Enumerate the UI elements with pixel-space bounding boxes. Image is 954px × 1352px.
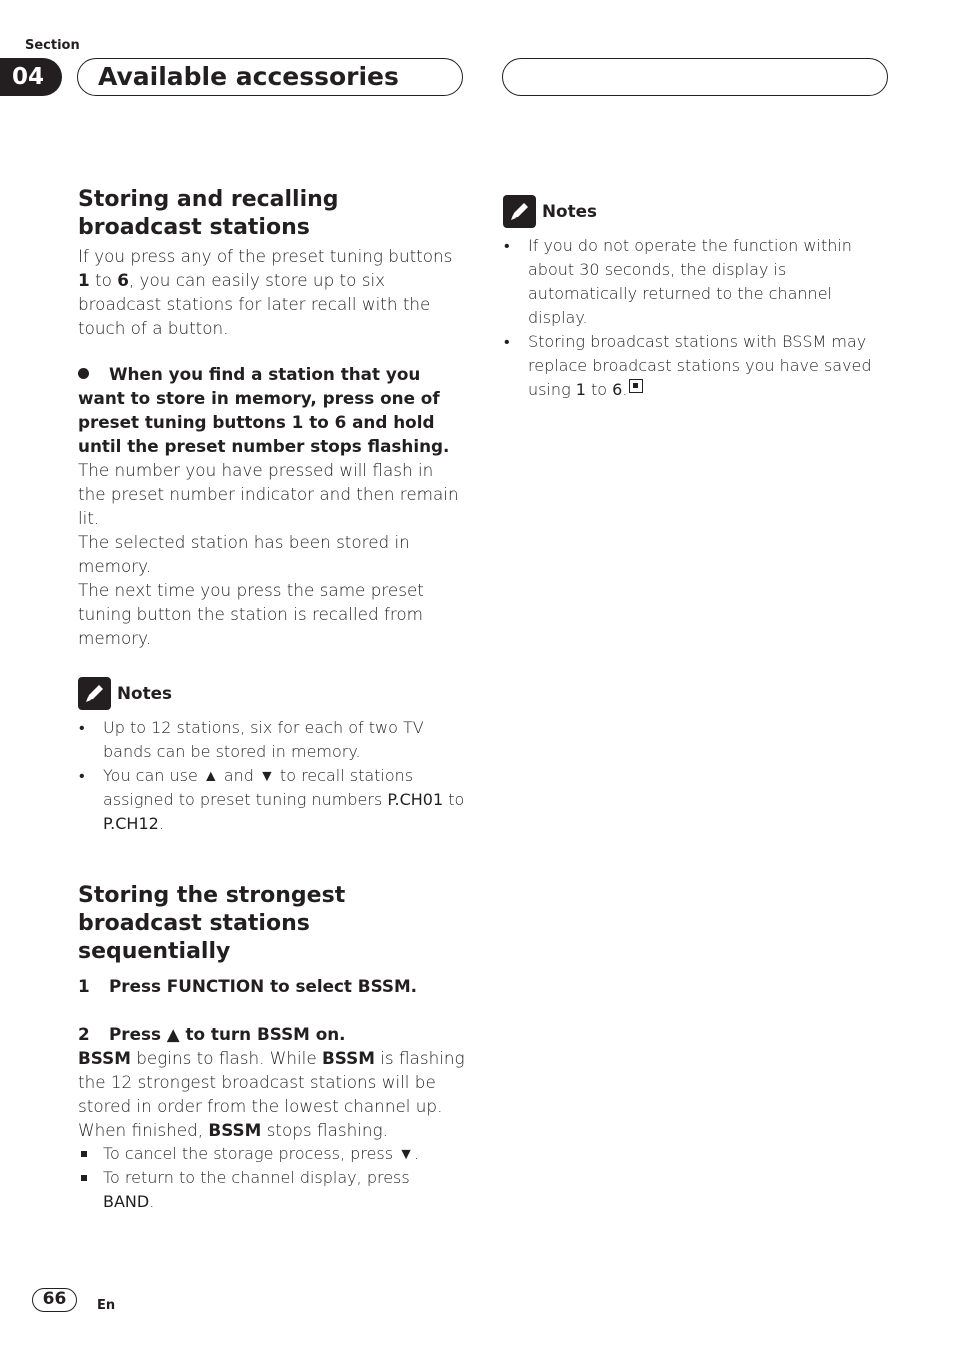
- pencil-icon: [78, 677, 111, 710]
- notes-header: [503, 194, 891, 228]
- header-empty-box: [502, 58, 888, 96]
- notes-list: [503, 234, 891, 402]
- step-1: 1 Press FUNCTION to select BSSM.: [78, 976, 418, 996]
- section-number-badge: 04: [0, 58, 62, 96]
- heading-storing-recalling: Storing and recalling broadcast stations: [78, 187, 339, 240]
- paragraph-flash: The number you have pressed will flash in the preset number indicator and then remain lit.: [78, 460, 459, 528]
- note-item: • If you do not operate the function within about 30 seconds, the display is automatically returned to the channel display.: [503, 234, 891, 330]
- note-item: • Up to 12 stations, six for each of two TV bands can be stored in memory.: [78, 716, 466, 764]
- tip-item: To cancel the storage process, press ▼.: [78, 1142, 466, 1166]
- page-title: Available accessories: [77, 58, 463, 96]
- paragraph-stored: The selected station has been stored in memory.: [78, 532, 410, 576]
- intro-paragraph: If you press any of the preset tuning buttons 1 to 6, you can easily store up to six broadcast stations for later recall with the touch of a button.: [78, 246, 453, 338]
- pencil-icon: [503, 195, 536, 228]
- note-item: • Storing broadcast stations with BSSM may replace broadcast stations you have saved using 1 to 6.: [503, 330, 891, 402]
- end-of-section-icon: [629, 379, 643, 393]
- notes-list: [78, 716, 466, 836]
- language-label: En: [97, 1298, 116, 1313]
- tip-item: To return to the channel display, press BAND.: [78, 1166, 466, 1214]
- step-2: 2 Press ▲ to turn BSSM on.: [78, 1024, 346, 1044]
- step-store-station: When you find a station that you want to store in memory, press one of preset tuning buttons 1 to 6 and hold until the preset number stops flashing.: [78, 364, 450, 456]
- tips-list: [78, 1142, 466, 1214]
- paragraph-recalled: The next time you press the same preset tuning button the station is recalled from memory.: [78, 580, 424, 648]
- heading-strongest-stations: Storing the strongest broadcast stations sequentially: [78, 883, 346, 964]
- page-number: 66: [32, 1288, 77, 1312]
- notes-label: Notes: [117, 683, 172, 703]
- right-column: [503, 194, 891, 402]
- note-item: • You can use ▲ and ▼ to recall stations assigned to preset tuning numbers P.CH01 to P.CH12.: [78, 764, 466, 836]
- notes-header: [78, 676, 466, 710]
- bssm-paragraph: BSSM begins to flash. While BSSM is flashing the 12 strongest broadcast stations will be stored in order from the lowest channel up. When finished, BSSM stops flashing.: [78, 1048, 465, 1140]
- section-label: Section: [25, 38, 80, 53]
- left-column: [78, 186, 466, 1214]
- notes-label: Notes: [542, 201, 597, 221]
- bullet-dot: [78, 368, 89, 379]
